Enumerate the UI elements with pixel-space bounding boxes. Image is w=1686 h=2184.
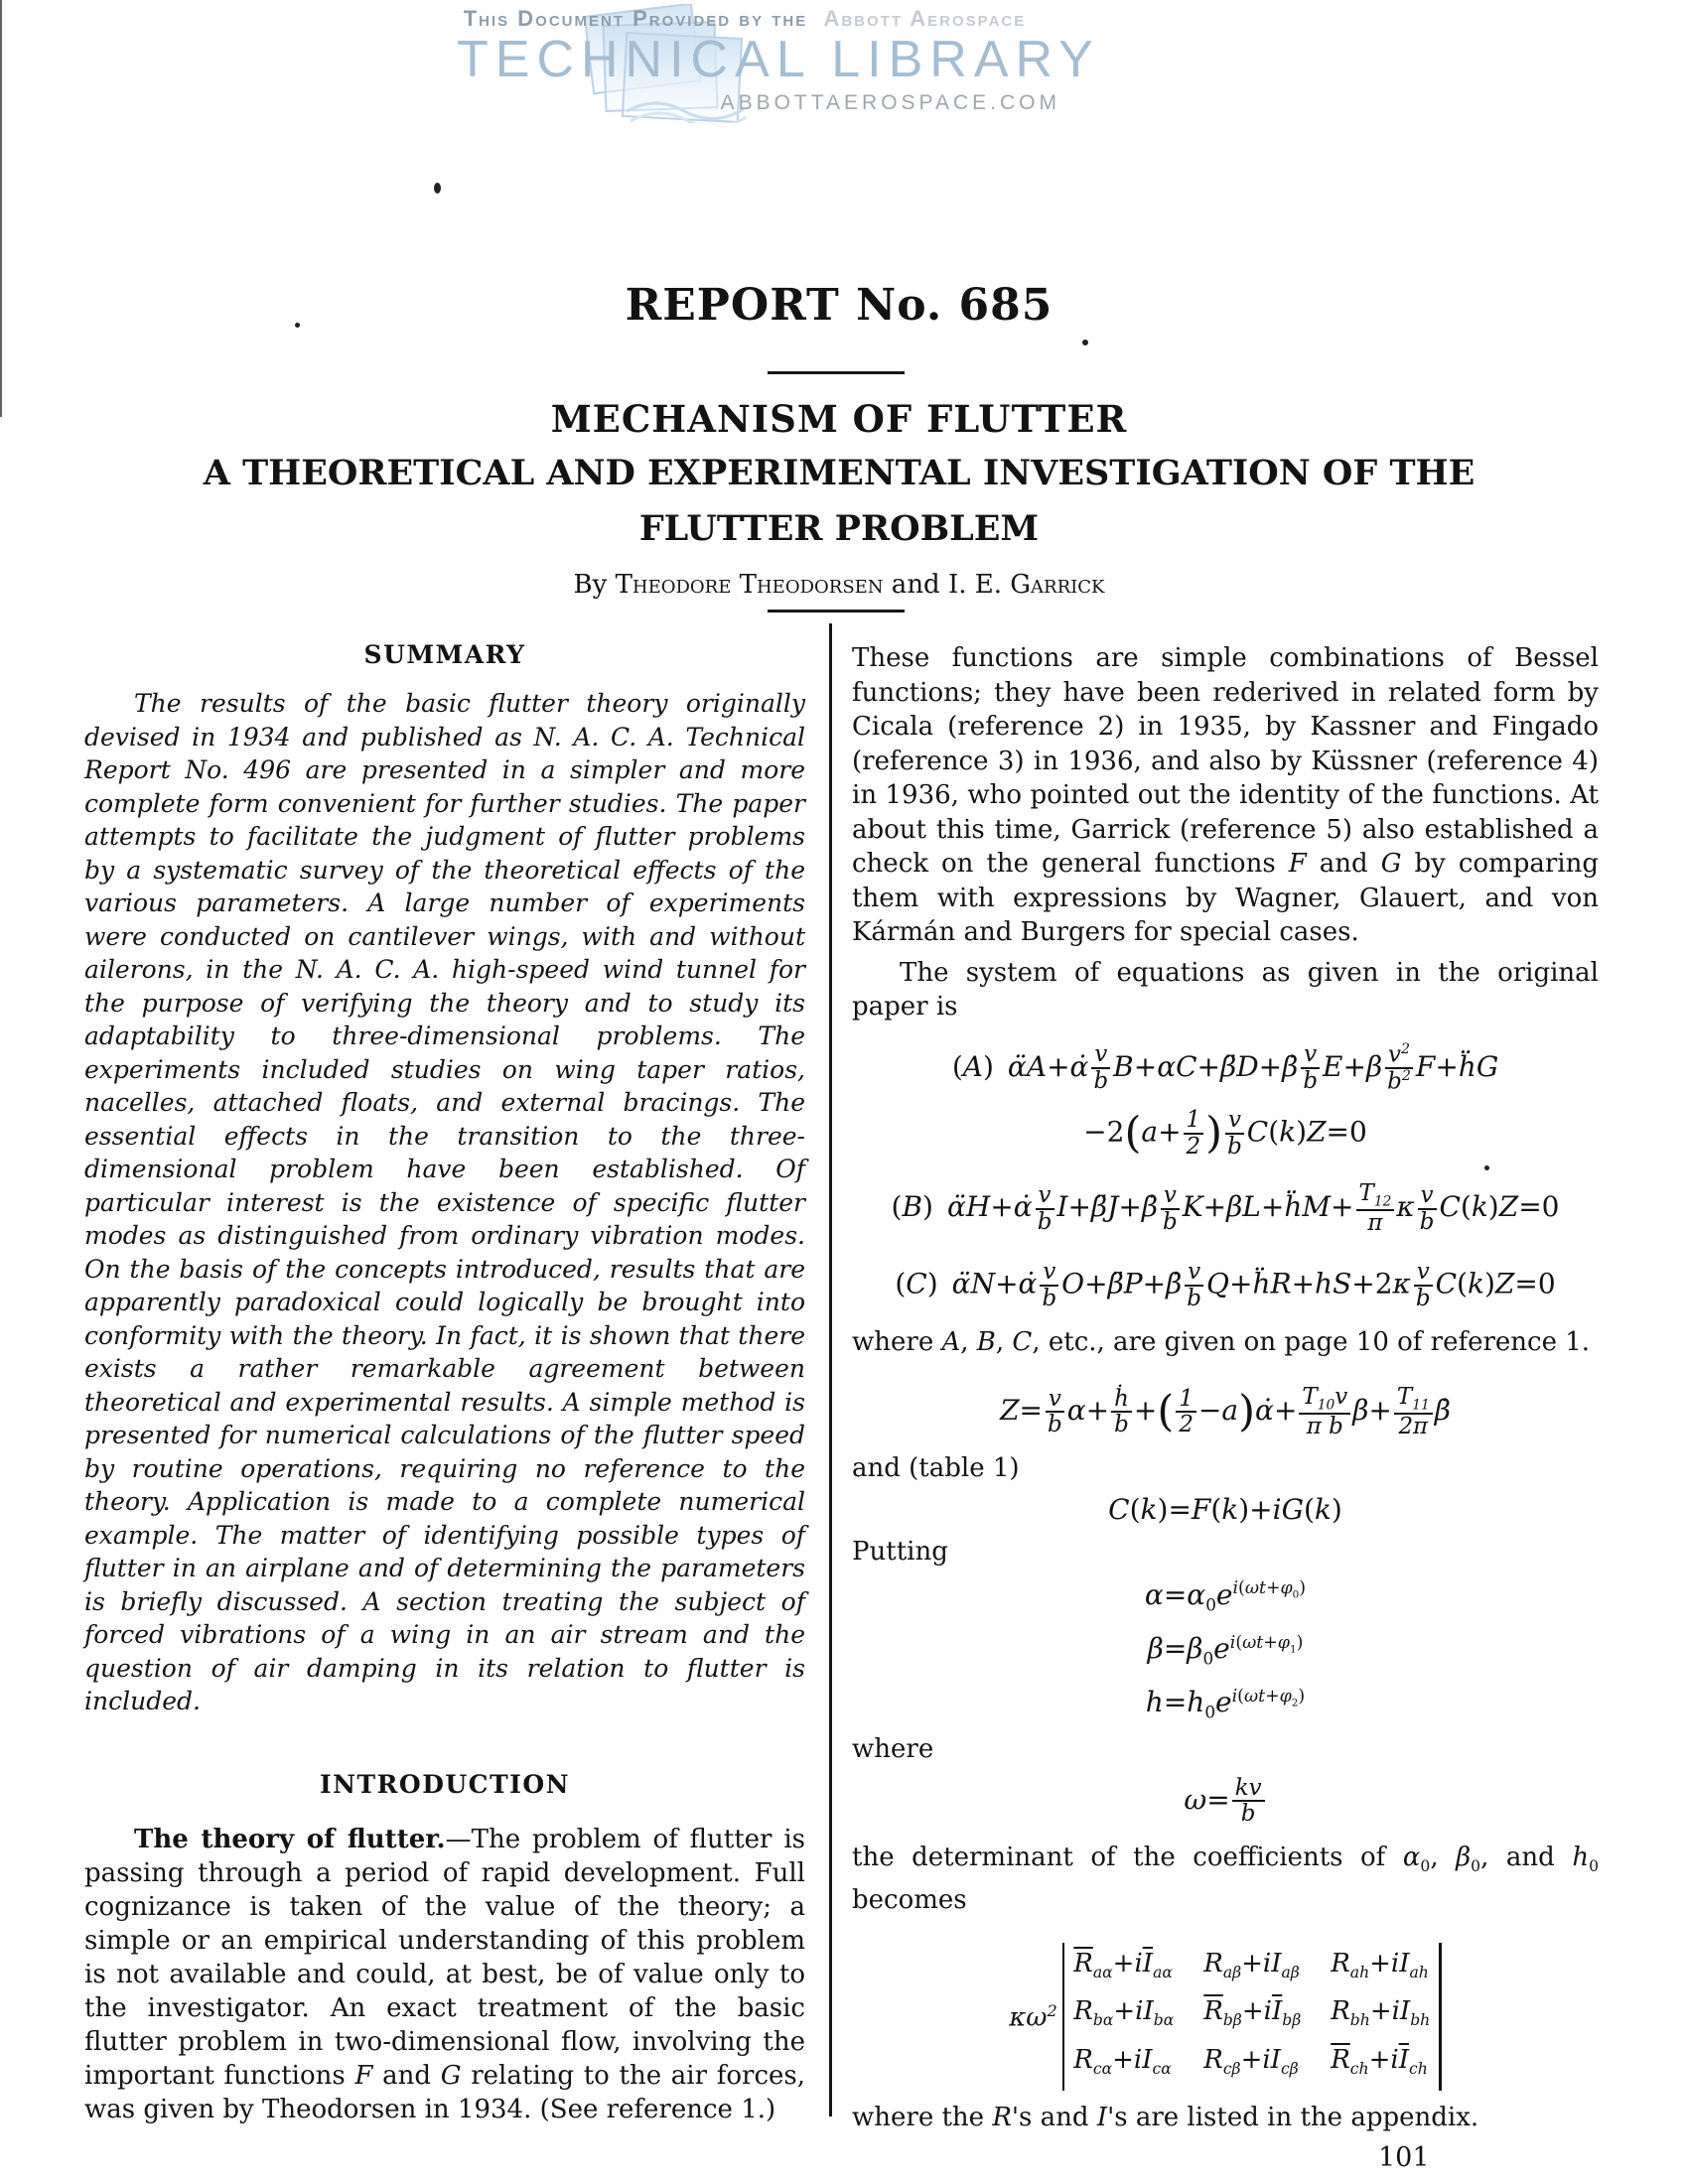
watermark-provided-by-text: This Document Provided by the — [463, 6, 808, 31]
appendix-note: where the R's and I's are listed in the appendix. — [852, 2102, 1479, 2132]
watermark-library-title: TECHNICAL LIBRARY — [457, 31, 1100, 88]
and-table-note: and (table 1) — [852, 1452, 1020, 1483]
byline-joiner: and — [883, 570, 948, 600]
byline-by: By — [573, 570, 616, 600]
determinant-prefix: $\kappa\omega^2$ — [1009, 2000, 1057, 2033]
column-divider-rule — [829, 623, 832, 2116]
putting-label: Putting — [852, 1536, 948, 1567]
determinant-cell: $R_{b\alpha}+iI_{b\alpha}$ — [1073, 1996, 1175, 2030]
title-divider-rule — [768, 371, 905, 374]
equation-Ck: C(k)=F(k)+iG(k) — [1108, 1492, 1342, 1526]
body-paragraph-bessel: These functions are simple combinations of Bessel functions; they have been rederived in related form by Cicala (reference 2) in 1935, by Kassner and Fingado (reference 3) in 1936, and also by Küssner (reference 4) in 1936, who pointed out the identity of the functions. At about this time, Garrick (reference 5) also established a check on the general functions F and G by comparing them with expressions by Wagner, Glauert, and von Kármán and Burgers for special cases. — [852, 643, 1599, 947]
scan-edge-artifact — [0, 0, 2, 417]
left-column — [84, 640, 805, 2152]
watermark-brand-text: Abbott Aerospace — [823, 6, 1027, 31]
where-coefficients-note: where A, B, C, etc., are given on page 10 of reference 1. — [852, 1326, 1591, 1357]
introduction-paragraph: The theory of flutter.—The problem of flutter is passing through a period of rapid development. Full cognizance is taken of the value of the theory; a simple or an empirical understanding of this problem is not available and could, at best, be of value only to the investigator. An exact treatment of the basic flutter problem in two-dimensional flow, involving the important functions F and G relating to the air forces, was given by Theodorsen in 1934. (See reference 1.) — [84, 1824, 806, 2124]
report-subtitle-line2: FLUTTER PROBLEM — [638, 508, 1040, 549]
byline-divider-rule — [768, 610, 905, 613]
determinant-intro: the determinant of the coefficients of $\alpha_0$, $\beta_0$, and $h_0$ becomes — [852, 1843, 1599, 1916]
determinant-cell: $\overline{R}_{a\alpha}+i\overline{I}_{a\alpha}$ — [1073, 1949, 1173, 1982]
page-number: 101 — [1378, 2141, 1430, 2173]
determinant-matrix — [1062, 1943, 1442, 2091]
report-title: MECHANISM OF FLUTTER — [550, 397, 1128, 441]
watermark-site-url: ABBOTTAEROSPACE.COM — [720, 91, 1060, 114]
byline-author1: Theodore Theodorsen — [615, 570, 884, 600]
equation-A-line2: −2(a+ $\frac{1}{2}$ ) $\frac{v}{b}$ C(k)Z=0 — [1083, 1107, 1367, 1160]
scan-speck — [434, 183, 441, 194]
determinant-cell: $R_{a\beta}+iI_{a\beta}$ — [1203, 1949, 1300, 1982]
determinant-cell: $R_{c\beta}+iI_{c\beta}$ — [1203, 2044, 1299, 2078]
summary-heading: SUMMARY — [363, 640, 526, 669]
scan-speck — [1484, 1165, 1489, 1170]
watermark-provided-by — [417, 6, 1072, 32]
determinant-equation — [852, 1943, 1599, 2091]
body-paragraph-system: The system of equations as given in the original paper is — [852, 957, 1599, 1022]
byline-author2: I. E. Garrick — [947, 570, 1105, 600]
determinant-cell: $R_{c\alpha}+iI_{c\alpha}$ — [1073, 2044, 1172, 2078]
equation-C: (C) α̈N+α̇ $\frac{v}{b}$ O+β̈P+β̇ $\frac{v}{b}$ Q+ḧR+hS+2κ $\frac{v}{b}$ C(k)Z=0 — [895, 1259, 1556, 1311]
report-number-heading: REPORT No. 685 — [625, 280, 1054, 331]
equation-B: (B) α̈H+α̇ $\frac{v}{b}$ I+β̈J+β̇ $\frac{v}{b}$ K+βL+ḧM+ $\frac{T_{12}}{\pi}$ κ $\frac{v}{b}$ C(k)Z=0 — [891, 1179, 1560, 1237]
determinant-cell: $R_{bh}+iI_{bh}$ — [1331, 1996, 1431, 2030]
determinant-cell: $R_{ah}+iI_{ah}$ — [1331, 1949, 1429, 1982]
equation-beta: $\beta=\beta_0e^{i(\omega t+\varphi_1)}$ — [1147, 1632, 1304, 1669]
determinant-grid — [1064, 1943, 1439, 2091]
report-subtitle-line1: A THEORETICAL AND EXPERIMENTAL INVESTIGATION OF THE — [203, 453, 1475, 493]
equation-A-line1: (A) α̈A+α̇ $\frac{v}{b}$ B+αC+β̈D+β̇ $\frac{v}{b}$ E+β $\frac{v^2}{b^2}$ F+ḧG — [951, 1040, 1499, 1095]
equation-alpha: $\alpha=\alpha_0e^{i(\omega t+\varphi_0)}$ — [1144, 1577, 1307, 1615]
scan-speck — [1082, 340, 1088, 345]
determinant-right-bar — [1439, 1943, 1442, 2091]
introduction-heading: INTRODUCTION — [319, 1769, 570, 1799]
summary-paragraph: The results of the basic flutter theory originally devised in 1934 and published as N. A. C. A. Technical Report No. 496 are presented in a simpler and more complete form convenient for further studies. The paper attempts to facilitate the judgment of flutter problems by a systematic survey of the theoretical effects of the various parameters. A large number of experiments were conducted on cantilever wings, with and without ailerons, in the N. A. C. A. high-speed wind tunnel for the purpose of verifying the theory and to study its adaptability to three-dimensional problems. The experiments included studies on wing taper ratios, nacelles, attached floats, and external bracings. The essential effects in the transition to the three-dimensional problem have been established. Of particular interest is the existence of specific flutter modes as distinguished from ordinary vibration modes. On the basis of the concepts introduced, results that are apparently paradoxical could logically be brought into conformity with the theory. In fact, it is shown that there exists a rather remarkable agreement between theoretical and experimental results. A simple method is presented for numerical calculations of the flutter speed by routine operations, requiring no reference to the theory. Application is made to a complete numerical example. The matter of identifying possible types of flutter in an airplane and of determining the parameters is briefly discussed. A section treating the subject of forced vibrations of a wing in an air stream and the question of air damping in its relation to flutter is included. — [84, 689, 805, 1715]
right-column — [852, 641, 1599, 2184]
equation-Z: Z= $\frac{v}{b}$ α+ $\frac{ḣ}{b}$ +( $\frac{1}{2}$ −a)α̇+ $\frac{T_{10}v}{\text{π b}}$ β+ $\frac{T_{11}}{2\pi}$ β̇ — [1000, 1383, 1451, 1440]
determinant-cell: $\overline{R}_{ch}+i\overline{I}_{ch}$ — [1331, 2044, 1428, 2078]
byline — [0, 570, 1678, 600]
determinant-cell: $\overline{R}_{b\beta}+i\overline{I}_{b\beta}$ — [1203, 1996, 1302, 2030]
equation-omega: ω= $\frac{kv}{b}$ — [852, 1776, 1599, 1828]
equation-h: $h=h_0e^{i(\omega t+\varphi_2)}$ — [1145, 1686, 1306, 1722]
scan-speck — [295, 323, 300, 328]
where-label: where — [852, 1733, 934, 1764]
